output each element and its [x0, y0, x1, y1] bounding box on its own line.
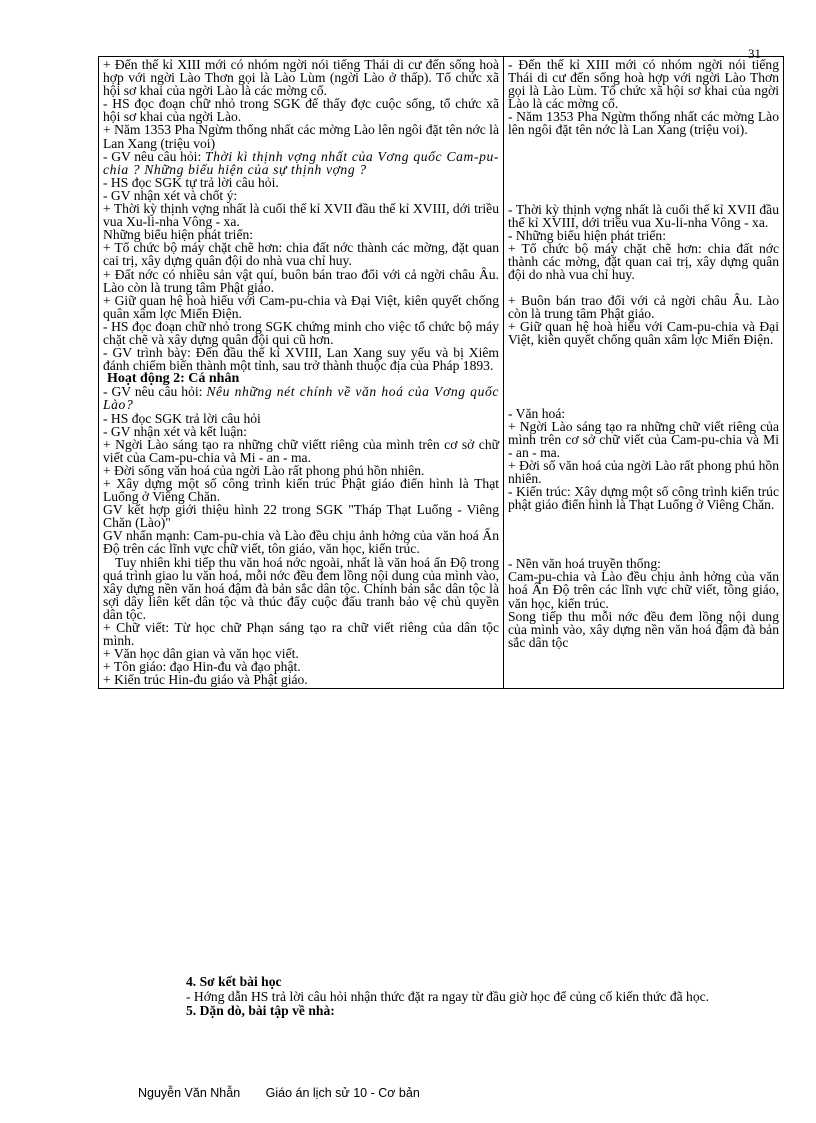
left-paragraph: - HS đọc đoạn chữ nhỏ trong SGK chứng minh cho việc tổ chức bộ máy chặt chẽ và xây dựng quân đội qui cũ hơn. [103, 318, 499, 347]
left-paragraph: GV kết hợp giới thiệu hình 22 trong SGK "Tháp Thạt Luổng - Viêng Chăn (Lào)" [103, 502, 499, 531]
right-paragraph: Cam-pu-chia và Lào đều chịu ảnh hởng của văn hoá Ấn Độ trên các lĩnh vực chữ viết, tông giáo, văn học, kiến trúc. [508, 569, 779, 611]
left-paragraph: + Ngời Lào sáng tạo ra những chữ viếtt riêng của mình trên cơ sở chữ viết của Cam-pu-chia và Mi - an - ma. [103, 436, 499, 465]
right-paragraph: - Năm 1353 Pha Ngừm thống nhất các mờng Lào lên ngôi đặt tên nớc là Lan Xang (triệu voi). [508, 109, 779, 138]
footer-title: Giáo án lịch sử 10 - Cơ bản [265, 1086, 420, 1100]
page-number: 31 [748, 46, 761, 61]
right-paragraph: + Giữ quan hệ hoà hiếu với Cam-pu-chia và Đại Việt, kiên quyết chống quân xâm lợc Miến Điện. [508, 319, 779, 348]
right-paragraph: - Thời kỳ thịnh vợng nhất là cuối thế kỉ XVII đầu thế kỉ XVIII, dới triều vua Xu-li-nha Vông - xa. [508, 201, 779, 230]
left-paragraph: - GV nhận xét và kết luận: [103, 423, 247, 439]
left-paragraph: + Đất nớc có nhiều sản vật quí, buôn bán trao đổi với cả ngời châu Âu. Lào còn là trung tâm Phật giáo. [103, 266, 499, 295]
left-paragraph: GV nhấn mạnh: Cam-pu-chia và Lào đều chịu ảnh hởng của văn hoá Ấn Độ trên các lĩnh vực chữ viết, tôn giáo, văn học, kiến trúc. [103, 528, 499, 557]
student-knowledge-column [504, 57, 784, 689]
activity-heading: Hoạt động 2: Cá nhân [107, 371, 240, 387]
summary-text: - Hớng dẫn HS trả lời câu hỏi nhận thức đặt ra ngay từ đầu giờ học để củng cố kiến thức đã học. [186, 988, 710, 1004]
left-paragraph: + Đến thế kỉ XIII mới có nhóm ngời nói tiếng Thái di cư đến sống hoà hợp với ngời Lào Thơn gọi là Lào Lùm (ngời Lào ở thấp). Tổ chức xã hội sơ khai của ngời Lào là các mờng cổ. [103, 57, 499, 99]
lesson-table [98, 56, 784, 689]
right-paragraph: + Buôn bán trao đổi với cả ngời châu Âu. Lào còn là trung tâm Phật giáo. [508, 293, 779, 322]
summary-heading: 4. Sơ kết bài học [186, 974, 282, 989]
right-paragraph: - Văn hoá: [508, 405, 566, 421]
left-paragraph: + Chữ viết: Từ học chữ Phạn sáng tạo ra chữ viết riêng của dân tộc mình. [103, 620, 499, 649]
left-paragraph: + Năm 1353 Pha Ngừm thống nhất các mờng Lào lên ngôi đặt tên nớc là Lan Xang (triệu voi) [103, 122, 499, 151]
left-paragraph: - HS đọc đoạn chữ nhỏ trong SGK để thấy đợc cuộc sống, tổ chức xã hội sơ khai của ngời Lào. [103, 96, 499, 125]
right-paragraph: - Những biểu hiện phát triển: [508, 227, 666, 243]
left-paragraph: + Thời kỳ thịnh vợng nhất là cuối thế kỉ XVII đầu thế kỉ XVIII, dới triều vua Xu-li-nha Vông - xa. [103, 201, 499, 230]
teacher-activity-column [99, 57, 504, 689]
left-paragraph: + Xây dựng một số công trình kiến trúc Phật giáo điển hình là Thạt Luổng ở Viêng Chăn. [103, 476, 499, 505]
left-paragraph: - GV trình bày: Đến đầu thế kỉ XVIII, Lan Xang suy yếu và bị Xiêm đánh chiếm biến thành một tỉnh, sau trở thành thuộc địa của Pháp 1893. [103, 345, 499, 374]
left-paragraph: + Tôn giáo: đạo Hin-đu và đạo phật. [103, 659, 301, 675]
left-paragraph: + Giữ quan hệ hoà hiếu với Cam-pu-chia và Đại Việt, kiên quyết chống quân xâm lợc Miến Điện. [103, 292, 499, 321]
page-footer [138, 1086, 442, 1100]
right-paragraph: - Đến thế kỉ XIII mới có nhóm ngời nói tiếng Thái di cư đến sống hoà hợp với ngời Lào Thơn gọi là Lào Lùm. Tổ chức xã hội sơ khai của ngời Lào là các mờng cổ. [508, 57, 779, 112]
left-paragraph: + Tổ chức bộ máy chặt chẽ hơn: chia đất nớc thành các mờng, đặt quan cai trị, xây dựng quân đội do nhà vua chỉ huy. [103, 240, 499, 269]
footer-author: Nguyễn Văn Nhẫn [138, 1086, 241, 1100]
left-paragraph: - GV nhận xét và chốt ý: [103, 187, 238, 203]
left-paragraph: Tuy nhiên khi tiếp thu văn hoá nớc ngoài, nhất là văn hoá ấn Độ trong quá trình giao lu văn hoá, mỗi nớc đều đem lồng nội dung của mình vào, xây dựng nền văn hoá đậm đà bản sắc dân tộc. Chính bản sắc dân tộc là sợi dây liên kết dân tộc và thúc đẩy cuộc đấu tranh bảo vệ chủ quyền dân tộc. [103, 554, 499, 622]
left-paragraph: + Kiến trúc Hin-đu giáo và Phật giáo. [103, 672, 308, 688]
right-paragraph: + Ngời Lào sáng tạo ra những chữ viết riêng của mình trên cơ sở chữ viết của Cam-pu-chia và Mi - an - ma. [508, 418, 779, 460]
right-paragraph: Song tiếp thu mỗi nớc đều đem lồng nội dung của mình vào, xây dựng nền văn hoá đậm đà bản sắc dân tộc [508, 608, 779, 650]
left-paragraph: - HS đọc SGK trả lời câu hỏi [103, 410, 261, 426]
right-paragraph: - Nền văn hoá truyền thống: [508, 556, 661, 572]
right-paragraph: - Kiến trúc: Xây dựng một số công trình kiến trúc phật giáo điển hình là Thạt Luổng ở Viêng Chăn. [508, 484, 779, 513]
right-paragraph: + Tổ chức bộ máy chặt chẽ hơn: chia đất nớc thành các mờng, đặt quan cai trị, xây dựng quân đội do nhà vua chỉ huy. [508, 240, 779, 283]
right-paragraph: + Đời số văn hoá của ngời Lào rất phong phú hồn nhiên. [508, 457, 779, 486]
left-question: - GV nêu câu hỏi: Nêu những nét chính về văn hoá của Vơng quốc Lào? [103, 384, 499, 413]
left-paragraph: + Đời sống văn hoá của ngời Lào rất phong phú hồn nhiên. [103, 462, 425, 478]
left-paragraph: + Văn học dân gian và văn học viết. [103, 646, 299, 662]
left-paragraph: - HS đọc SGK tự trả lời câu hỏi. [103, 174, 279, 190]
left-paragraph: Những biểu hiện phát triển: [103, 227, 254, 243]
left-question: - GV nêu câu hỏi: Thời kì thịnh vợng nhất của Vơng quốc Cam-pu-chia ? Những biểu hiện của sự thịnh vợng ? [103, 148, 499, 177]
lesson-summary [138, 975, 778, 1019]
homework-heading: 5. Dặn dò, bài tập về nhà: [186, 1003, 335, 1018]
